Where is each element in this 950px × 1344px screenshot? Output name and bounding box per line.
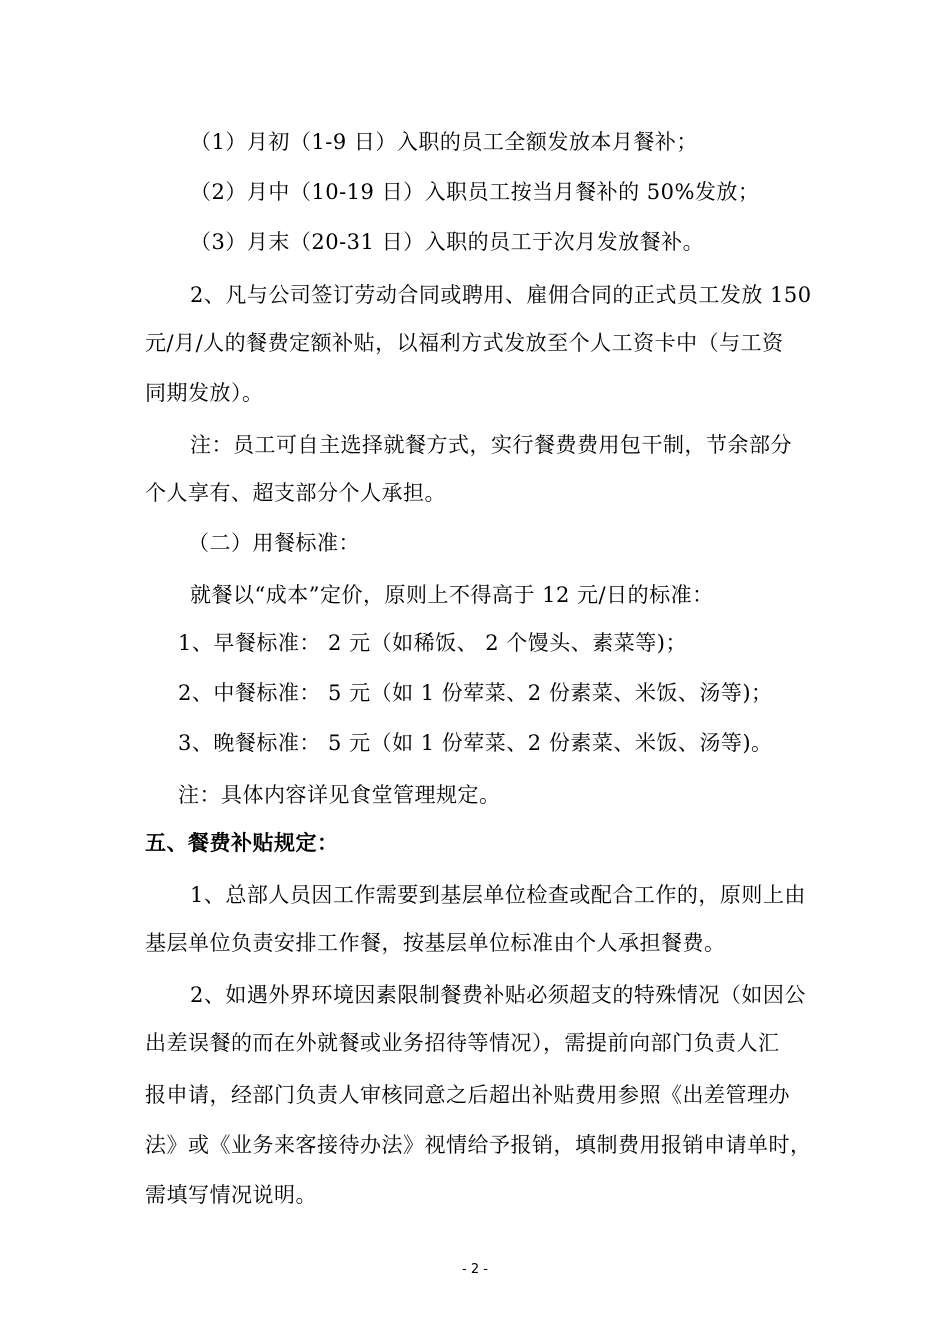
text-line: 个人享有、超支部分个人承担。: [145, 481, 446, 505]
text-line: 就餐以“成本”定价，原则上不得高于 12 元/日的标准：: [190, 583, 714, 607]
section-heading: 五、餐费补贴规定：: [145, 830, 339, 855]
text-line: （3）月末（20-31 日）入职的员工于次月发放餐补。: [190, 230, 705, 254]
text-line: 注：具体内容详见食堂管理规定。: [178, 783, 501, 807]
text-line: 法》或《业务来客接待办法》视情给予报销，填制费用报销申请单时，: [145, 1133, 812, 1157]
text-line: 2、凡与公司签订劳动合同或聘用、雇佣合同的正式员工发放 150: [190, 283, 812, 307]
text-line: 2、如遇外界环境因素限制餐费补贴必须超支的特殊情况（如因公: [190, 983, 806, 1007]
text-line: （2）月中（10-19 日）入职员工按当月餐补的 50%发放；: [190, 180, 760, 204]
text-line: 注：员工可自主选择就餐方式，实行餐费费用包干制，节余部分: [190, 433, 792, 457]
text-line: 1、总部人员因工作需要到基层单位检查或配合工作的，原则上由: [190, 883, 806, 907]
text-line: 报申请，经部门负责人审核同意之后超出补贴费用参照《出差管理办: [145, 1083, 790, 1107]
text-line: 需填写情况说明。: [145, 1183, 317, 1207]
subsection-heading: （二）用餐标准：: [188, 531, 360, 555]
text-line: 同期发放）。: [145, 381, 264, 405]
page-number: - 2 -: [462, 1262, 488, 1277]
text-line: 3、晚餐标准： 5 元（如 1 份荤菜、2 份素菜、米饭、汤等)。: [178, 731, 773, 755]
text-line: 2、中餐标准： 5 元（如 1 份荤菜、2 份素菜、米饭、汤等)；: [178, 681, 773, 705]
text-line: （1）月初（1-9 日）入职的员工全额发放本月餐补；: [190, 130, 698, 154]
text-line: 1、早餐标准： 2 元（如稀饭、 2 个馒头、素菜等)；: [178, 631, 687, 655]
text-line: 基层单位负责安排工作餐，按基层单位标准由个人承担餐费。: [145, 931, 726, 955]
text-line: 出差误餐的而在外就餐或业务招待等情况），需提前向部门负责人汇: [145, 1031, 780, 1055]
text-line: 元/月/人的餐费定额补贴，以福利方式发放至个人工资卡中（与工资: [145, 331, 784, 355]
